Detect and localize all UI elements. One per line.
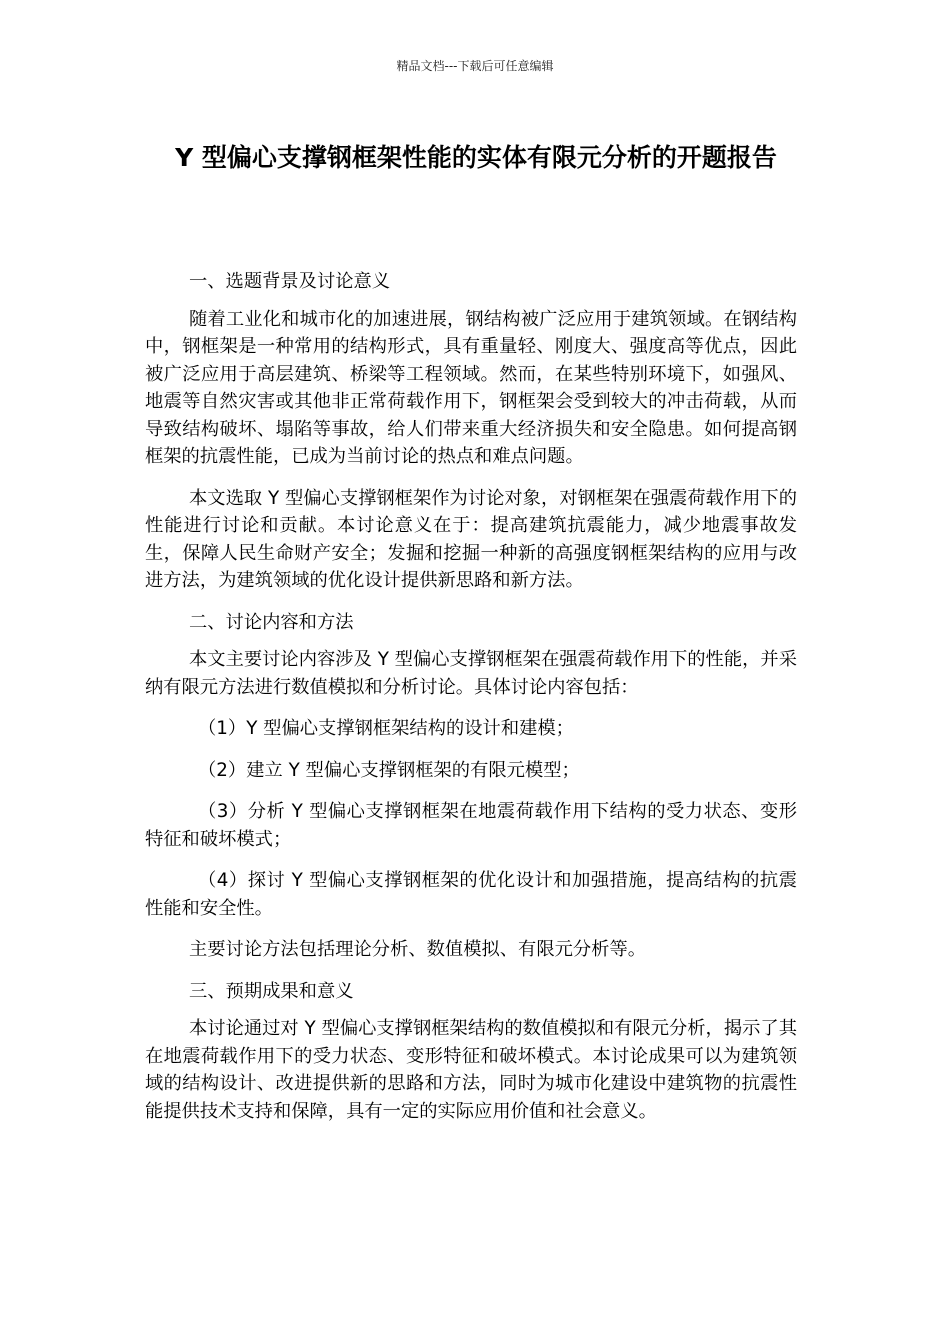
research-item-2: （2）建立 Y 型偏心支撑钢框架的有限元模型； bbox=[198, 759, 580, 781]
section-1-paragraph-1: 随着工业化和城市化的加速进展，钢结构被广泛应用于建筑领域。在钢结构中，钢框架是一种常用的结构形式，具有重量轻、刚度大、强度高等优点，因此被广泛应用于高层建筑、桥梁等工程领域。然而，在某些特别环境下，如强风、地震等自然灾害或其他非正常荷载作用下，钢框架会受到较大的冲击荷载，从而导致结构破坏、塌陷等事故，给人们带来重大经济损失和安全隐患。如何提高钢框架的抗震性能，已成为当前讨论的热点和难点问题。 bbox=[145, 308, 797, 467]
section-2-paragraph-2: 主要讨论方法包括理论分析、数值模拟、有限元分析等。 bbox=[189, 939, 647, 960]
document-title: Y 型偏心支撑钢框架性能的实体有限元分析的开题报告 bbox=[175, 143, 777, 172]
header-note: 精品文档---下载后可任意编辑 bbox=[396, 59, 554, 73]
research-item-4: （4）探讨 Y 型偏心支撑钢框架的优化设计和加强措施，提高结构的抗震性能和安全性。 bbox=[145, 870, 797, 919]
section-1-paragraph-2: 本文选取 Y 型偏心支撑钢框架作为讨论对象，对钢框架在强震荷载作用下的性能进行讨论和贡献。本讨论意义在于：提高建筑抗震能力，减少地震事故发生，保障人民生命财产安全；发掘和挖掘一种新的高强度钢框架结构的应用与改进方法，为建筑领域的优化设计提供新思路和新方法。 bbox=[145, 487, 797, 591]
section-heading-3: 三、预期成果和意义 bbox=[189, 980, 354, 1002]
research-item-1: （1）Y 型偏心支撑钢框架结构的设计和建模； bbox=[198, 718, 574, 739]
section-heading-1: 一、选题背景及讨论意义 bbox=[189, 271, 391, 292]
section-3-paragraph-1: 本讨论通过对 Y 型偏心支撑钢框架结构的数值模拟和有限元分析，揭示了其在地震荷载作用下的受力状态、变形特征和破坏模式。本讨论成果可以为建筑领域的结构设计、改进提供新的思路和方法，同时为城市化建设中建筑物的抗震性能提供技术支持和保障，具有一定的实际应用价值和社会意义。 bbox=[145, 1018, 797, 1122]
section-heading-2: 二、讨论内容和方法 bbox=[189, 611, 354, 633]
document-body bbox=[145, 268, 797, 1139]
section-2-paragraph-1: 本文主要讨论内容涉及 Y 型偏心支撑钢框架在强震荷载作用下的性能，并采纳有限元方法进行数值模拟和分析讨论。具体讨论内容包括： bbox=[145, 649, 797, 698]
research-item-3: （3）分析 Y 型偏心支撑钢框架在地震荷载作用下结构的受力状态、变形特征和破坏模式； bbox=[145, 801, 797, 850]
